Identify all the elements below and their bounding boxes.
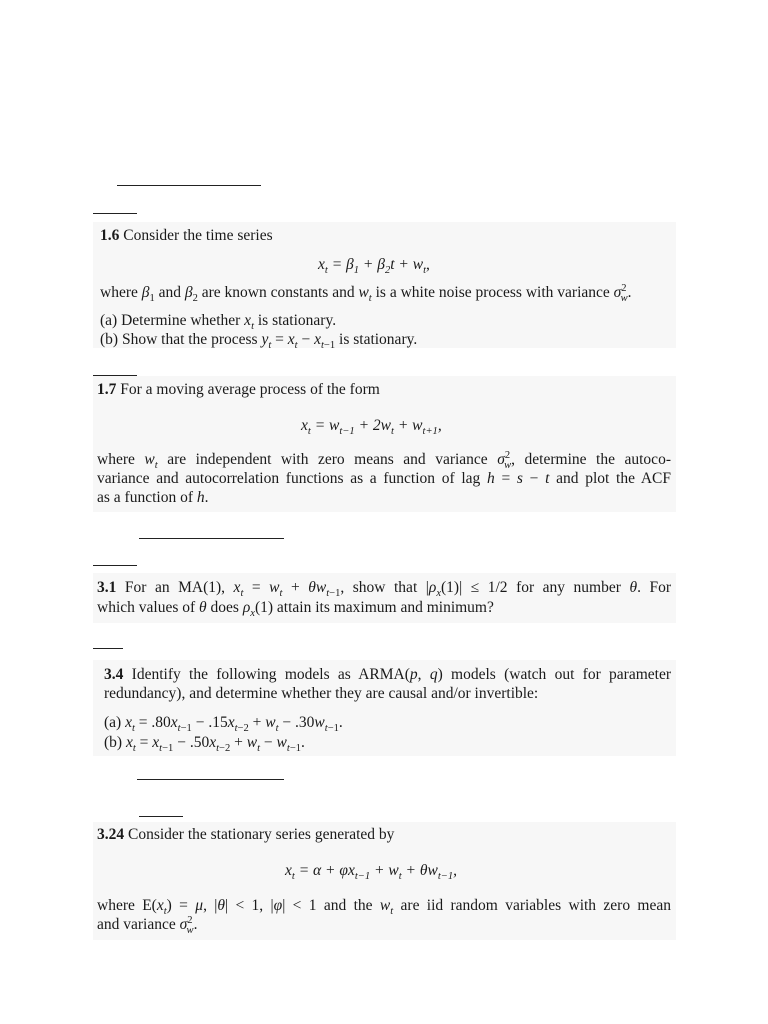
body-line-1: where $E(x_t) = \mu$, |θ| < 1, |φ| < 1 and the $w_t$ are iid random variables with zero mean: [97, 897, 671, 918]
part-a: (a) Determine whether $x_t$ is stationary.: [100, 312, 337, 333]
body-line-1: 3.1 For an MA(1), $x_t = w_t + \theta w_{t-1}$, show that $|\rho_x(1)| \le 1/2$ for any number θ. For: [97, 579, 671, 600]
separator-rule: [93, 213, 137, 214]
body-line-2: redundancy), and determine whether they are causal and/or invertible:: [104, 685, 539, 702]
part-a: (a) $x_t = .80x_{t-1} - .15x_{t-2} + w_t - .30w_{t-1}$.: [104, 714, 343, 735]
problem-intro: Consider the stationary series generated by: [124, 826, 395, 843]
body-line-1: 3.4 Identify the following models as ARMA(p, q) models (watch out for parameter: [104, 666, 671, 683]
where-clause: where $\beta_1$ and $\beta_2$ are known constants and $w_t$ is a white noise process with variance $\sigma^2_w$.: [100, 282, 632, 305]
problem-intro: Consider the time series: [119, 227, 273, 244]
body-line-2: which values of θ does $\rho_x(1)$ attain its maximum and minimum?: [97, 599, 494, 620]
body-line-2: and variance $\sigma^2_w$.: [97, 914, 198, 937]
body-line-2: variance and autocorrelation functions as a function of lag h = s − t and plot the ACF: [97, 470, 671, 487]
problem-number: 3.1: [97, 579, 117, 596]
part-b: (b) Show that the process $y_t = x_t - x_{t-1}$ is stationary.: [100, 331, 418, 352]
problem-1-7: [93, 376, 676, 512]
problem-3-4: [93, 660, 676, 756]
equation: $x_t = w_{t-1} + 2w_t + w_{t+1}$,: [301, 417, 442, 438]
separator-rule: [137, 779, 284, 780]
equation: $x_t = \alpha + \varphi x_{t-1} + w_t + \theta w_{t-1}$,: [285, 862, 458, 883]
problem-3-1: [93, 573, 676, 623]
problem-number: 3.24: [97, 826, 125, 843]
problem-1-7-heading: [97, 380, 380, 400]
separator-rule: [93, 565, 137, 566]
problem-1-6: [93, 222, 676, 352]
body-line-3: as a function of h.: [97, 489, 209, 506]
problem-number: 1.6: [100, 227, 120, 244]
problem-number: 3.4: [104, 666, 124, 683]
body-line-1: where $w_t$ are independent with zero means and variance $\sigma^2_w$, determine the autoco-: [97, 449, 671, 472]
separator-rule: [93, 648, 123, 649]
equation: $x_t = \beta_1 + \beta_2t + w_t$,: [318, 256, 430, 277]
problem-3-24-heading: [97, 825, 394, 845]
problem-intro: For a moving average process of the form: [116, 381, 380, 398]
problem-3-24: [93, 822, 676, 940]
problem-1-6-heading: [100, 226, 273, 246]
separator-rule: [117, 185, 261, 186]
separator-rule: [139, 816, 183, 817]
separator-rule: [139, 538, 284, 539]
problem-number: 1.7: [97, 381, 117, 398]
part-b: (b) $x_t = x_{t-1} - .50x_{t-2} + w_t - w_{t-1}$.: [104, 734, 305, 755]
